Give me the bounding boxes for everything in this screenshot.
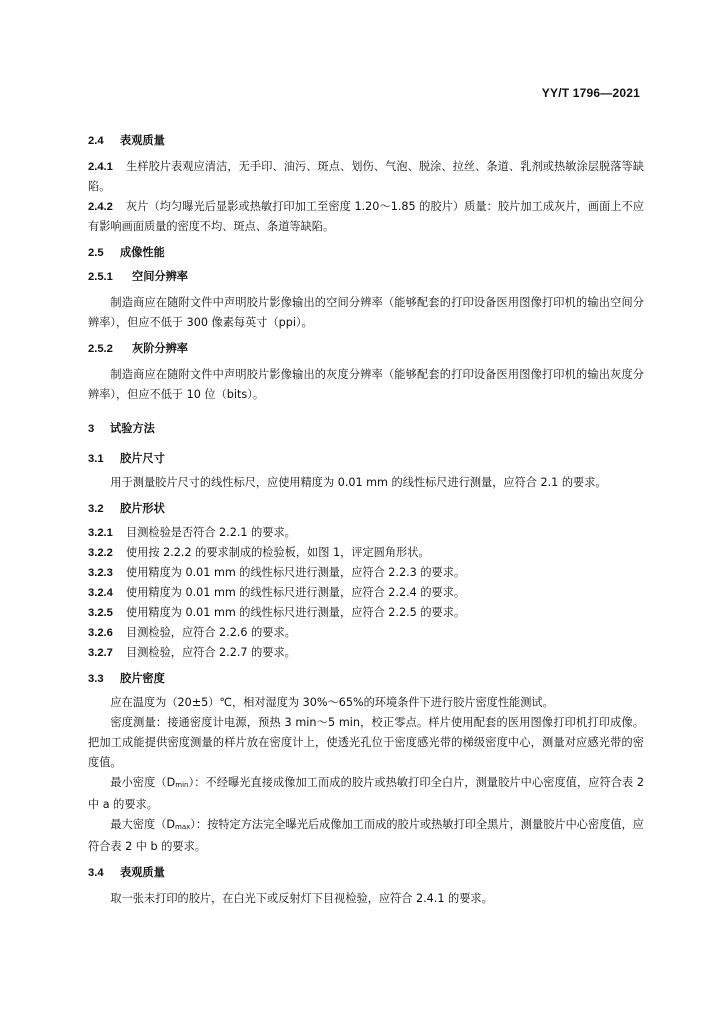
dmax-label: 最大密度（D: [110, 818, 176, 831]
paragraph-2-5-1: 制造商应在随附文件中声明胶片影像输出的空间分辨率（能够配套的打印设备医用图像打印机的输出空间分辨率），但应不低于 300 像素每英寸（ppi）。: [88, 296, 644, 329]
page-content: [88, 131, 644, 909]
heading-3-4: [88, 863, 644, 883]
section-title: 空间分辨率: [132, 270, 188, 283]
dmin-text: ）：不经曝光直接成像加工而成的胶片或热敏打印全白片，测量胶片中心密度值，应符合表 2 中 a 的要求。: [88, 776, 644, 811]
paragraph-3-1: 用于测量胶片尺寸的线性标尺，应使用精度为 0.01 mm 的线性标尺进行测量，应符合 2.1 的要求。: [110, 476, 607, 489]
clause-text: 生样胶片表观应清洁，无手印、油污、斑点、划伤、气泡、脱涂、拉丝、条道、乳剂或热敏涂层脱落等缺陷。: [88, 160, 644, 193]
paragraph-2-5-2: 制造商应在随附文件中声明胶片影像输出的灰度分辨率（能够配套的打印设备医用图像打印机的输出灰度分辨率），但应不低于 10 位（bits）。: [88, 368, 644, 401]
heading-3-1: [88, 449, 644, 469]
clause-text: 使用精度为 0.01 mm 的线性标尺进行测量，应符合 2.2.4 的要求。: [126, 586, 466, 599]
clause-number: 3.2.4: [88, 587, 113, 599]
clause-text: 使用精度为 0.01 mm 的线性标尺进行测量，应符合 2.2.5 的要求。: [126, 606, 466, 619]
section-title: 胶片形状: [120, 502, 165, 515]
clause-number: 2.4.2: [88, 201, 113, 213]
paragraph-3-3-measurement: 密度测量：接通密度计电源，预热 3 min～5 min，校正零点。样片使用配套的医用图像打印机打印成像。把加工成能提供密度测量的样片放在密度计上，使透光孔位于密度感光带的梯级密度中心，测量对应感光带的密度值。: [88, 716, 644, 769]
clause-text: 目测检验，应符合 2.2.6 的要求。: [126, 626, 296, 639]
section-number: 3.3: [88, 673, 104, 685]
paragraph-3-4: 取一张未打印的胶片，在白光下或反射灯下目视检验，应符合 2.4.1 的要求。: [110, 892, 493, 905]
clause-text: 使用精度为 0.01 mm 的线性标尺进行测量，应符合 2.2.3 的要求。: [126, 566, 466, 579]
heading-2-5: [88, 243, 644, 263]
standard-code: YY/T 1796—2021: [541, 86, 640, 100]
dmin-subscript: min: [175, 781, 189, 789]
paragraph-3-3-dmax: [88, 815, 644, 857]
heading-3-3: [88, 669, 644, 689]
clause-text: 使用按 2.2.2 的要求制成的检验板，如图 1，评定圆角形状。: [126, 546, 430, 559]
section-number: 3.2: [88, 503, 104, 515]
clause-3-2-2: [88, 543, 644, 563]
section-number: 2.5.2: [88, 343, 113, 355]
clause-3-2-3: [88, 563, 644, 583]
clause-number: 3.2.6: [88, 627, 113, 639]
clause-number: 2.4.1: [88, 161, 113, 173]
clause-text: 灰片（均匀曝光后显影或热敏打印加工至密度 1.20～1.85 的胶片）质量：胶片加工成灰片，画面上不应有影响画面质量的密度不均、斑点、条道等缺陷。: [88, 200, 644, 233]
clause-number: 3.2.7: [88, 647, 113, 659]
section-number: 2.5.1: [88, 271, 113, 283]
clause-3-2-7: [88, 643, 644, 663]
clause-2-4-1: [88, 157, 644, 197]
heading-2-5-2: [88, 339, 644, 359]
heading-3: [88, 419, 644, 439]
section-number: 3.1: [88, 453, 104, 465]
section-title: 表观质量: [120, 866, 165, 879]
section-number: 3.4: [88, 867, 104, 879]
clause-number: 3.2.2: [88, 547, 113, 559]
clause-number: 3.2.5: [88, 607, 113, 619]
clause-3-2-6: [88, 623, 644, 643]
clause-2-4-2: [88, 197, 644, 237]
paragraph-3-3-dmin: [88, 773, 644, 815]
section-number: 2.4: [88, 135, 104, 147]
clause-number: 3.2.3: [88, 567, 113, 579]
section-number: 3: [88, 423, 95, 435]
clause-3-2-1: [88, 523, 644, 543]
section-title: 胶片尺寸: [120, 452, 165, 465]
dmin-label: 最小密度（D: [110, 776, 176, 789]
section-number: 2.5: [88, 247, 104, 259]
heading-3-2: [88, 499, 644, 519]
clause-number: 3.2.1: [88, 527, 113, 539]
section-title: 表观质量: [120, 134, 165, 147]
dmax-subscript: max: [175, 823, 191, 831]
section-title: 试验方法: [110, 422, 155, 435]
section-title: 胶片密度: [120, 672, 165, 685]
section-title: 灰阶分辨率: [132, 342, 188, 355]
clause-text: 目测检验，应符合 2.2.7 的要求。: [126, 646, 296, 659]
dmax-text: ）：按特定方法完全曝光后成像加工而成的胶片或热敏打印全黑片，测量胶片中心密度值，应符合表 2 中 b 的要求。: [88, 818, 644, 853]
clause-3-2-4: [88, 583, 644, 603]
section-title: 成像性能: [120, 246, 165, 259]
heading-2-4: [88, 131, 644, 151]
clause-text: 目测检验是否符合 2.2.1 的要求。: [126, 526, 296, 539]
paragraph-3-3-conditions: 应在温度为（20±5）℃，相对湿度为 30%～65%的环境条件下进行胶片密度性能测试。: [110, 696, 554, 709]
heading-2-5-1: [88, 267, 644, 287]
clause-3-2-5: [88, 603, 644, 623]
